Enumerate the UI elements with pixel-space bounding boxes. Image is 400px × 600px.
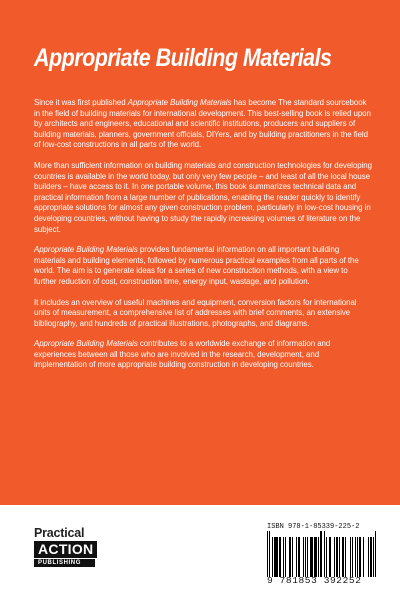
barcode-bar <box>326 537 327 577</box>
blurb-paragraph <box>34 298 372 330</box>
blurb-text: contributes to a worldwide exchange of information and experiences between all those who are involved in the research, development, and implementation of more appropriate building construction in developing countries. <box>34 339 331 370</box>
barcode-bar <box>355 537 356 577</box>
blurb-text: Since it was first published <box>34 98 128 107</box>
barcode-bar <box>272 537 273 577</box>
barcode-bar <box>339 537 340 577</box>
logo-publishing-text: PUBLISHING <box>34 559 95 567</box>
barcode-bar <box>342 537 344 577</box>
barcode-bar <box>292 537 293 577</box>
barcode-bar <box>370 537 372 577</box>
barcode-bar <box>350 537 351 577</box>
barcode-bar <box>336 537 338 577</box>
book-title-italic: Appropriate Building Materials <box>34 339 138 349</box>
blurb <box>34 98 372 381</box>
blurb-text: More than sufficient information on building materials and construction technologies for developing countries is available in the world today, but only very few people – and least of all the local house builders – have access to it. In one portable volume, this book summarizes technical data and practical information from a large number of publications, enabling the reader quickly to identify appropriate solutions for almost any given construction problem, particularly in low-cost housing in developing countries, without having to study the rapidly increasing volumes of literature on the subject. <box>34 160 372 234</box>
barcode-bar <box>303 537 304 577</box>
blurb-paragraph <box>34 161 372 235</box>
barcode-bar <box>329 537 330 577</box>
blurb-paragraph <box>34 245 372 287</box>
isbn-label: ISBN 978-1-85339-225-2 <box>267 523 360 531</box>
book-title-italic: Appropriate Building Materials <box>34 245 138 255</box>
logo-practical-text: Practical <box>34 526 85 540</box>
logo-action-text: ACTION <box>34 541 97 558</box>
barcode-bar <box>314 537 317 577</box>
barcode-bar <box>285 537 286 577</box>
publisher-logo <box>34 527 104 567</box>
blurb-paragraph <box>34 339 372 371</box>
barcode-bar <box>357 537 358 577</box>
blurb-text: has become The standard sourcebook in the field of building materials for international development. This best-selling book is relied upon by architects and engineers, educational and scientific institutions, producers and suppliers of building materials, planners, government officials, DIYers, and by building practitioners in the field of low-cost constructions in all parts of the world. <box>34 98 371 150</box>
barcode-bar <box>279 537 281 577</box>
barcode-bar <box>352 537 353 577</box>
barcode-bar <box>298 537 300 577</box>
barcode-bar <box>359 537 361 577</box>
barcode-bar <box>307 537 308 577</box>
barcode-bar <box>274 537 277 577</box>
barcode-bar <box>345 537 346 577</box>
barcode-icon <box>267 533 377 577</box>
barcode-bar <box>283 537 284 577</box>
barcode-bar <box>310 537 312 577</box>
barcode-bar <box>368 537 369 577</box>
blurb-paragraph <box>34 98 372 151</box>
book-title: Appropriate Building Materials <box>34 44 332 72</box>
book-title-italic: Appropriate Building Materials <box>127 98 232 107</box>
barcode-digits: 9 781853 392252 <box>267 575 362 586</box>
barcode-bar <box>305 537 306 577</box>
barcode-bar <box>318 537 319 577</box>
barcode-bar <box>375 531 376 577</box>
barcode-bar <box>296 537 297 577</box>
blurb-text: It includes an overview of useful machines and equipment, conversion factors for international units of measurement, a comprehensive list of addresses with brief comments, an extensive bibliography, and hundreds of practical illustrations, photographs, and diagrams. <box>34 297 357 328</box>
barcode-bar <box>289 537 291 577</box>
barcode-bar <box>267 531 268 577</box>
blurb-text: provides fundamental information on all important building materials and building elements, followed by numerous practical examples from all parts of the world. The aim is to generate ideas for a series of new construction methods, with a view to further reduction of cost, construction time, energy input, wastage, and pollution. <box>34 245 359 286</box>
barcode-bar <box>324 531 325 577</box>
barcode-bar <box>269 531 270 577</box>
barcode-bar <box>334 537 335 577</box>
barcode-bar <box>363 537 364 577</box>
barcode-bar <box>320 531 322 577</box>
barcode-bar <box>373 537 374 577</box>
barcode-block <box>267 523 377 586</box>
